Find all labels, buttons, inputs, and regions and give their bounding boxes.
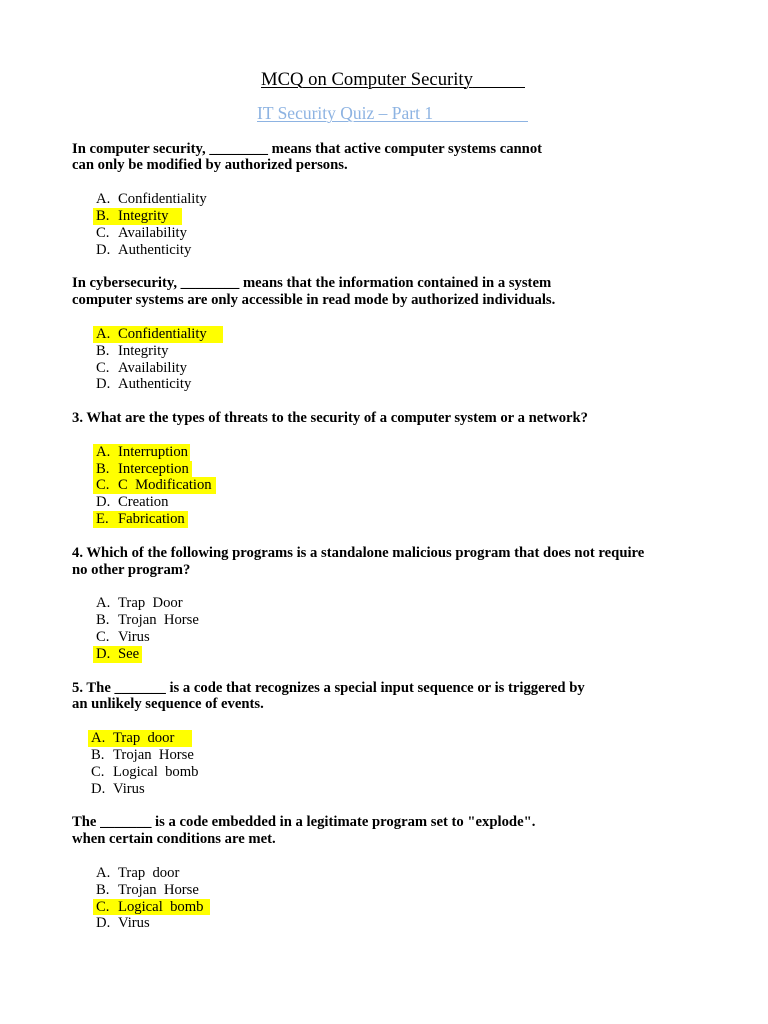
option-label: [93, 511, 188, 528]
option-a: [72, 326, 696, 343]
option-letter: C.: [96, 898, 110, 915]
option-letter: D.: [91, 780, 106, 797]
option-list: [72, 191, 696, 258]
option-letter: D.: [96, 915, 111, 932]
option-letter: A.: [96, 864, 111, 881]
option-text: Authenticity: [118, 241, 192, 258]
option-label: [93, 915, 150, 932]
option-letter: C.: [96, 224, 110, 241]
question-text-line: The _______ is a code embedded in a legitimate program set to "explode".: [72, 814, 536, 831]
option-list: [72, 730, 696, 797]
option-c: [72, 225, 696, 242]
option-text: Fabrication: [118, 511, 185, 528]
option-text: Logical bomb: [118, 898, 204, 915]
option-c: [72, 899, 696, 916]
option-letter: D.: [96, 645, 111, 662]
option-letter: B.: [96, 881, 110, 898]
option-label: [93, 882, 199, 899]
option-label: [88, 747, 194, 764]
option-label: [88, 781, 145, 798]
option-d: [72, 915, 696, 932]
option-label: [88, 730, 192, 747]
option-text: Trojan Horse: [118, 612, 199, 629]
option-letter: A.: [96, 595, 111, 612]
question-1: [72, 141, 696, 259]
option-text: Trap door: [118, 864, 180, 881]
option-label: [93, 208, 182, 225]
option-text: Creation: [118, 494, 169, 511]
option-text: Integrity: [118, 342, 169, 359]
option-letter: C.: [96, 629, 110, 646]
option-letter: A.: [96, 191, 111, 208]
option-a: [72, 444, 696, 461]
option-label: [93, 629, 150, 646]
option-b: [72, 343, 696, 360]
question-text-line: In cybersecurity, ________ means that the information contained in a system: [72, 275, 552, 292]
question-text-line: 4. Which of the following programs is a standalone malicious program that does not require: [72, 544, 645, 561]
option-text: Trojan Horse: [113, 746, 194, 763]
option-c: [72, 764, 696, 781]
question-text-line: when certain conditions are met.: [72, 831, 276, 848]
option-text: Trojan Horse: [118, 881, 199, 898]
question-text-line: can only be modified by authorized persons.: [72, 157, 348, 174]
option-a: [72, 730, 696, 747]
option-label: [93, 461, 192, 478]
option-label: [93, 191, 207, 208]
option-text: Trap Door: [118, 595, 183, 612]
option-a: [72, 595, 696, 612]
option-c: [72, 629, 696, 646]
option-letter: C.: [96, 477, 110, 494]
option-label: [93, 242, 191, 259]
option-text: Availability: [118, 359, 187, 376]
option-d: [72, 494, 696, 511]
option-letter: A.: [96, 443, 111, 460]
option-label: [93, 899, 210, 916]
question-list: [72, 141, 696, 950]
option-list: [72, 865, 696, 932]
option-label: [93, 360, 187, 377]
document-subtitle-text: IT Security Quiz – Part 1: [257, 103, 434, 123]
option-label: [93, 444, 190, 461]
question-2: [72, 275, 696, 393]
option-b: [72, 882, 696, 899]
option-letter: B.: [91, 746, 105, 763]
option-letter: E.: [96, 511, 109, 528]
option-letter: D.: [96, 241, 111, 258]
option-letter: A.: [96, 325, 111, 342]
question-4: [72, 545, 696, 663]
document-subtitle: [257, 103, 528, 123]
option-c: [72, 477, 696, 494]
option-text: Confidentiality: [118, 325, 207, 342]
option-text: Virus: [118, 629, 150, 646]
option-label: [93, 865, 179, 882]
option-list: [72, 326, 696, 393]
subtitle-underline-extension: [433, 121, 528, 122]
question-text-line: an unlikely sequence of events.: [72, 696, 264, 713]
option-text: See: [118, 645, 140, 662]
option-text: Virus: [118, 915, 150, 932]
option-text: Integrity: [118, 207, 169, 224]
option-d: [72, 242, 696, 259]
option-label: [93, 376, 191, 393]
option-label: [93, 326, 223, 343]
option-letter: B.: [96, 460, 110, 477]
option-d: [72, 781, 696, 798]
option-d: [72, 646, 696, 663]
question-text-line: In computer security, ________ means that active computer systems cannot: [72, 140, 543, 157]
option-c: [72, 360, 696, 377]
question-text-line: 3. What are the types of threats to the security of a computer system or a network?: [72, 410, 589, 427]
option-label: [88, 764, 198, 781]
question-text-line: no other program?: [72, 561, 191, 578]
option-text: C Modification: [118, 477, 212, 494]
option-text: Interception: [118, 460, 189, 477]
option-letter: A.: [91, 730, 106, 747]
option-label: [93, 494, 168, 511]
option-text: Authenticity: [118, 376, 192, 393]
option-letter: D.: [96, 376, 111, 393]
option-letter: B.: [96, 342, 110, 359]
option-e: [72, 511, 696, 528]
option-b: [72, 461, 696, 478]
option-text: Interruption: [118, 443, 189, 460]
option-a: [72, 865, 696, 882]
option-text: Logical bomb: [113, 763, 199, 780]
option-b: [72, 208, 696, 225]
option-d: [72, 376, 696, 393]
document-title-text: MCQ on Computer Security: [261, 68, 473, 90]
document-title: [261, 69, 525, 90]
option-letter: C.: [96, 359, 110, 376]
option-text: Virus: [113, 780, 145, 797]
option-letter: D.: [96, 494, 111, 511]
option-letter: B.: [96, 207, 110, 224]
option-text: Trap door: [113, 730, 175, 747]
option-a: [72, 191, 696, 208]
option-list: [72, 444, 696, 528]
option-letter: C.: [91, 763, 105, 780]
option-text: Availability: [118, 224, 187, 241]
question-6: [72, 814, 696, 932]
question-3: [72, 410, 696, 528]
option-b: [72, 747, 696, 764]
option-label: [93, 343, 168, 360]
title-underline-extension: [473, 87, 525, 88]
question-text-line: 5. The _______ is a code that recognizes a special input sequence or is triggered by: [72, 679, 585, 696]
question-5: [72, 680, 696, 798]
option-letter: B.: [96, 612, 110, 629]
option-label: [93, 612, 199, 629]
option-list: [72, 595, 696, 662]
option-text: Confidentiality: [118, 191, 207, 208]
option-label: [93, 595, 183, 612]
option-label: [93, 646, 142, 663]
option-label: [93, 225, 187, 242]
question-text-line: computer systems are only accessible in read mode by authorized individuals.: [72, 292, 556, 309]
option-b: [72, 612, 696, 629]
option-label: [93, 477, 216, 494]
